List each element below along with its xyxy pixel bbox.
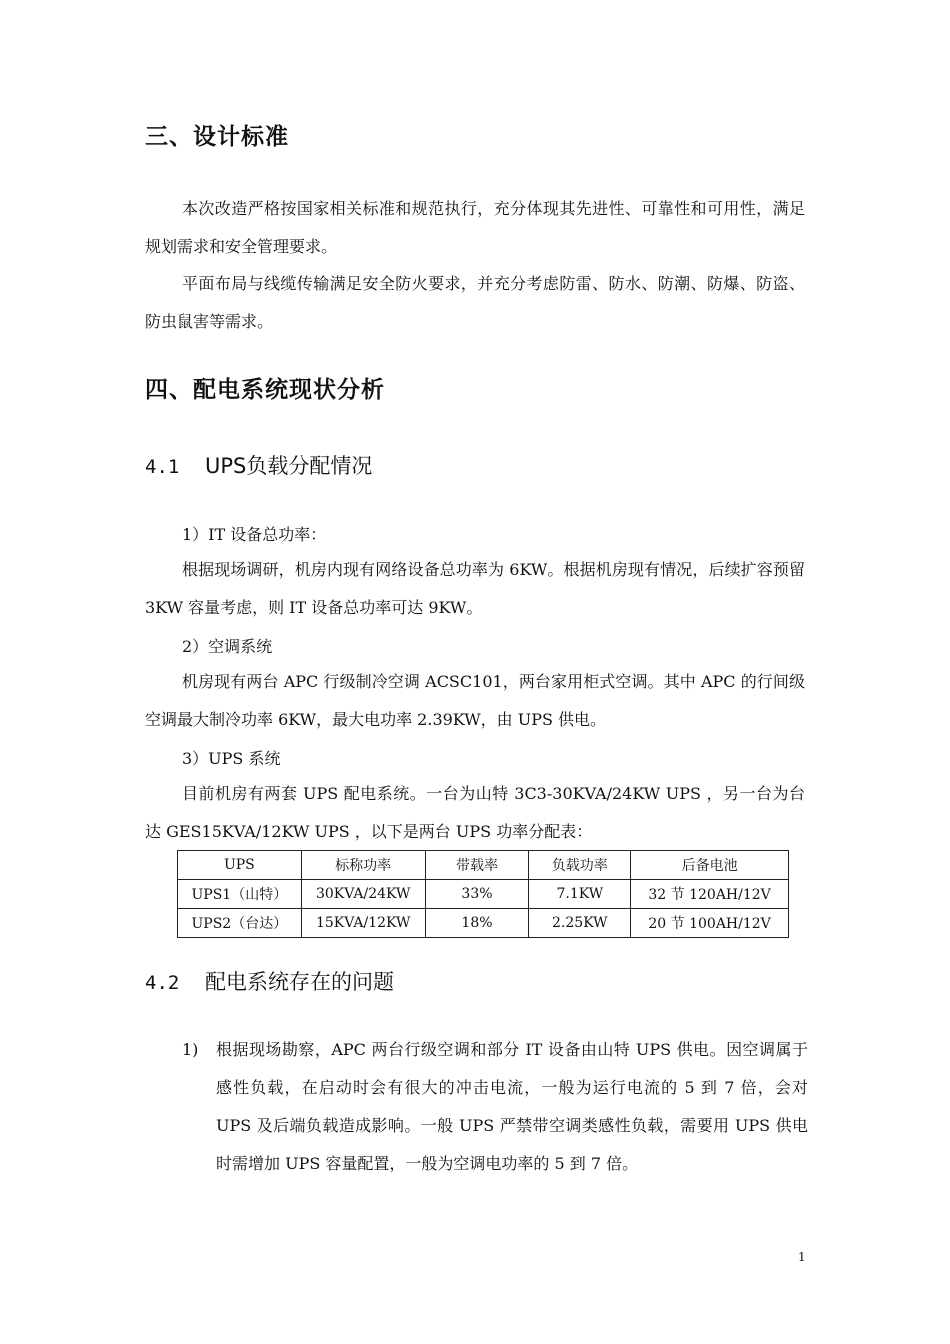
table-cell: 7.1KW xyxy=(529,880,631,909)
table-cell: 20 节 100AH/12V xyxy=(631,909,789,938)
table-header-cell: UPS xyxy=(178,851,302,880)
table-cell: 32 节 120AH/12V xyxy=(631,880,789,909)
it-power-label: 1）IT 设备总功率： xyxy=(182,525,327,544)
aircon-label: 2）空调系统 xyxy=(182,637,273,656)
table-header-cell: 带载率 xyxy=(425,851,529,880)
section-3-paragraph-1: 本次改造严格按国家相关标准和规范执行，充分体现其先进性、可靠性和可用性，满足规划需求和安全管理要求。 xyxy=(145,199,805,256)
table-header-cell: 标称功率 xyxy=(301,851,425,880)
problem-item-text: 根据现场勘察，APC 两台行级空调和部分 IT 设备由山特 UPS 供电。因空调属于感性负载，在启动时会有很大的冲击电流，一般为运行电流的 5 到 7 倍，会对 UPS 及后端负载造成影响。一般 UPS 严禁带空调类感性负载，需要用 UPS 供电时需增加 UPS 容量配置，一般为空调电功率的 5 到 7 倍。 xyxy=(216,1040,808,1173)
ups-system-text: 目前机房有两套 UPS 配电系统。一台为山特 3C3-30KVA/24KW UPS ，另一台为台达 GES15KVA/12KW UPS ，以下是两台 UPS 功率分配表： xyxy=(145,784,805,841)
section-3-heading: 三、设计标准 xyxy=(145,124,289,150)
ups-power-table xyxy=(177,850,789,938)
table-header-row xyxy=(178,851,789,880)
table-row xyxy=(178,880,789,909)
list-marker: 1) xyxy=(182,1040,199,1059)
subsection-title: 配电系统存在的问题 xyxy=(205,970,394,994)
section-3-paragraph-2: 平面布局与线缆传输满足安全防火要求，并充分考虑防雷、防水、防潮、防爆、防盗、防虫鼠害等需求。 xyxy=(145,274,805,331)
ups-system-label: 3）UPS 系统 xyxy=(182,749,281,768)
subsection-4-1-heading xyxy=(145,450,372,480)
subsection-number: 4.1 xyxy=(145,456,180,478)
table-cell: UPS2（台达） xyxy=(178,909,302,938)
aircon-text: 机房现有两台 APC 行级制冷空调 ACSC101，两台家用柜式空调。其中 APC 的行间级空调最大制冷功率 6KW，最大电功率 2.39KW，由 UPS 供电。 xyxy=(145,672,805,729)
subsection-number: 4.2 xyxy=(145,972,180,994)
table-row xyxy=(178,909,789,938)
table-cell: 18% xyxy=(425,909,529,938)
table-header-cell: 负载功率 xyxy=(529,851,631,880)
table-cell: 30KVA/24KW xyxy=(301,880,425,909)
table-cell: 2.25KW xyxy=(529,909,631,938)
problem-item-1 xyxy=(182,1031,808,1183)
subsection-4-2-heading xyxy=(145,966,394,996)
table-cell: 15KVA/12KW xyxy=(301,909,425,938)
section-4-heading: 四、配电系统现状分析 xyxy=(145,377,385,403)
subsection-title: UPS负载分配情况 xyxy=(205,454,373,478)
page-number: 1 xyxy=(798,1250,806,1264)
table-cell: 33% xyxy=(425,880,529,909)
table-header-cell: 后备电池 xyxy=(631,851,789,880)
table-cell: UPS1（山特） xyxy=(178,880,302,909)
it-power-text: 根据现场调研，机房内现有网络设备总功率为 6KW。根据机房现有情况，后续扩容预留 3KW 容量考虑，则 IT 设备总功率可达 9KW。 xyxy=(145,560,805,617)
